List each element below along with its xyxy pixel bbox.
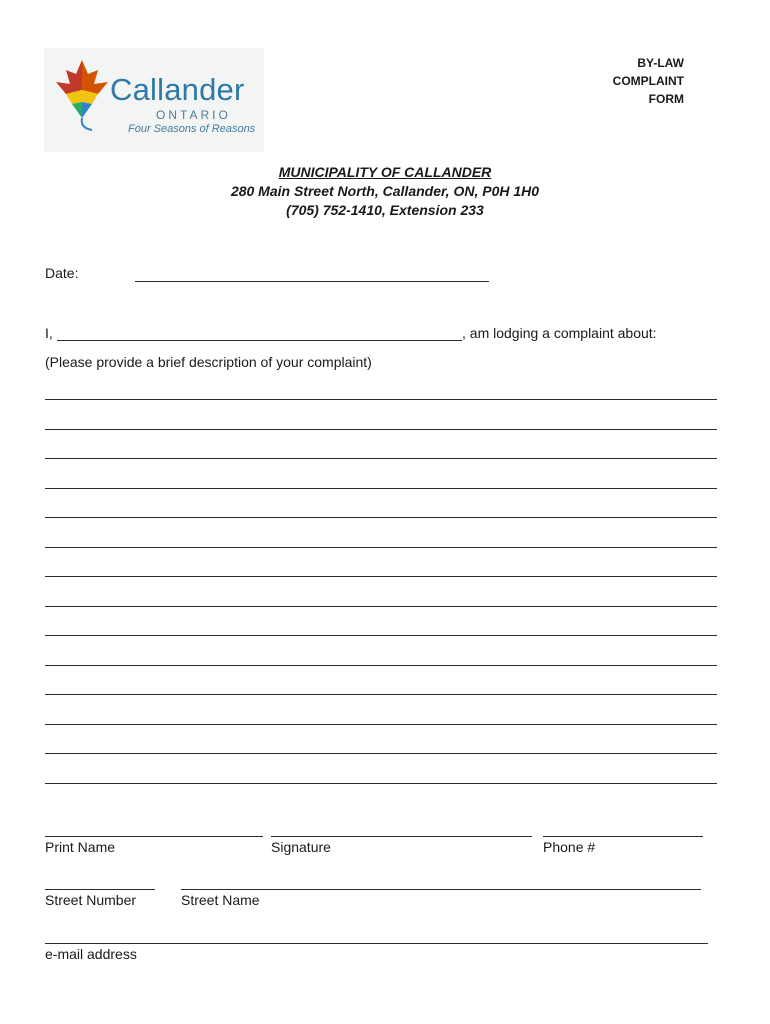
street-name-field[interactable] — [181, 889, 701, 890]
description-line[interactable] — [45, 547, 717, 548]
form-title-line: BY-LAW — [637, 56, 684, 70]
print-name-field[interactable] — [45, 836, 263, 837]
complainant-name-field[interactable] — [57, 340, 462, 341]
description-line[interactable] — [45, 753, 717, 754]
email-label: e-mail address — [45, 946, 137, 962]
description-line[interactable] — [45, 488, 717, 489]
phone-label: Phone # — [543, 839, 596, 855]
description-line[interactable] — [45, 576, 717, 577]
street-number-field[interactable] — [45, 889, 155, 890]
municipality-name: MUNICIPALITY OF CALLANDER — [278, 164, 492, 180]
instructions-text: (Please provide a brief description of your complaint) — [45, 354, 372, 370]
complainant-suffix: , am lodging a complaint about: — [462, 325, 657, 341]
signature-label: Signature — [271, 839, 331, 855]
description-line[interactable] — [45, 517, 717, 518]
description-line[interactable] — [45, 694, 717, 695]
description-line[interactable] — [45, 606, 717, 607]
street-number-label: Street Number — [45, 892, 137, 908]
logo-name: Callander — [110, 72, 245, 107]
municipality-header — [0, 163, 770, 220]
description-line[interactable] — [45, 429, 717, 430]
municipality-phone: (705) 752-1410, Extension 233 — [286, 202, 484, 218]
description-line[interactable] — [45, 458, 717, 459]
email-field[interactable] — [45, 943, 708, 944]
description-line[interactable] — [45, 724, 717, 725]
street-name-label: Street Name — [181, 892, 260, 908]
description-line[interactable] — [45, 783, 717, 784]
description-line[interactable] — [45, 635, 717, 636]
date-field[interactable] — [135, 281, 489, 282]
phone-field[interactable] — [543, 836, 703, 837]
logo-tagline: Four Seasons of Reasons — [128, 123, 256, 135]
print-name-label: Print Name — [45, 839, 116, 855]
form-title-line: FORM — [648, 92, 684, 106]
date-label: Date: — [45, 265, 79, 281]
description-line[interactable] — [45, 399, 717, 400]
complainant-prefix: I, — [45, 325, 53, 341]
signature-field[interactable] — [271, 836, 532, 837]
logo-subtitle: ONTARIO — [156, 108, 231, 122]
maple-leaf-icon — [52, 56, 112, 132]
description-line[interactable] — [45, 665, 717, 666]
form-title-line: COMPLAINT — [612, 74, 684, 88]
callander-logo — [44, 48, 264, 152]
municipality-address: 280 Main Street North, Callander, ON, P0H 1H0 — [230, 183, 540, 199]
form-title — [564, 54, 684, 108]
